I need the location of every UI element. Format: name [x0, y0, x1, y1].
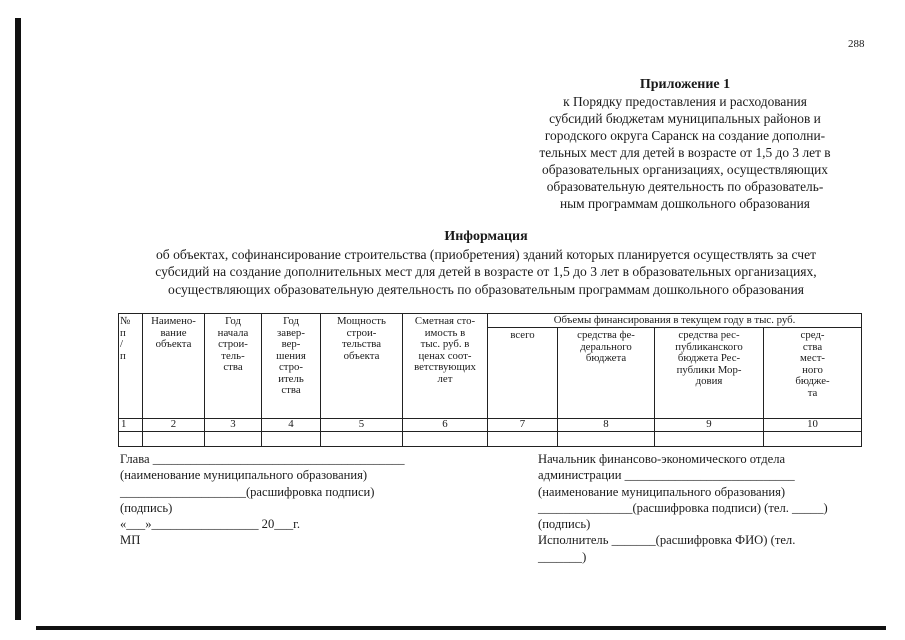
appendix-line: к Порядку предоставления и расходования [563, 94, 807, 109]
info-heading: Информация [444, 229, 528, 244]
signature-line: «___»_________________ 20___г. [120, 517, 301, 532]
page-number: 288 [848, 38, 865, 50]
column-number-cell: 3 [205, 419, 262, 432]
table-cell [488, 432, 558, 447]
scan-edge-left [15, 18, 21, 620]
column-number-cell: 8 [558, 419, 655, 432]
appendix-line: ным программам дошкольного образования [560, 196, 810, 211]
info-line: об объектах, софинансирование строительства (приобретения) зданий которых планируется осуществлять за счет [155, 246, 817, 262]
signature-line: (подпись) [120, 500, 173, 515]
table-cell [205, 432, 262, 447]
table-row [119, 432, 862, 447]
appendix-block [520, 76, 850, 212]
column-number-cell: 9 [655, 419, 764, 432]
header-cell-financing-group: Объемы финансирования в текущем году в тыс. руб. [488, 314, 862, 328]
appendix-line: субсидий бюджетам муниципальных районов и [549, 111, 821, 126]
column-number-cell: 5 [321, 419, 403, 432]
appendix-line: городского округа Саранск на создание дополни- [544, 128, 826, 143]
signature-line: Начальник финансово-экономического отдела [538, 452, 786, 466]
appendix-line: тельных мест для детей в возрасте от 1,5 до 3 лет в [539, 145, 831, 160]
signature-line: (подпись) [538, 517, 591, 532]
table-cell [119, 432, 143, 447]
info-block [110, 228, 862, 298]
appendix-line: образовательную деятельность по образователь- [546, 179, 824, 194]
info-line: осуществляющих образовательную деятельность по образовательным программам дошкольного образования [168, 281, 804, 297]
column-number-cell: 4 [262, 419, 321, 432]
column-number-cell: 7 [488, 419, 558, 432]
signature-line: _______) [538, 549, 587, 564]
header-cell-object-name: Наимено- вание объекта [143, 314, 205, 419]
header-cell-number: № п / п [119, 314, 143, 419]
column-number-row [119, 419, 862, 432]
signature-line: администрации ___________________________ [538, 468, 795, 483]
table-cell [655, 432, 764, 447]
header-cell-republic-budget: средства рес- публиканского бюджета Рес- публики Мор- довия [655, 328, 764, 419]
signature-line: _______________(расшифровка подписи) (тел. _____) [538, 500, 828, 515]
column-number-cell: 2 [143, 419, 205, 432]
table-cell [558, 432, 655, 447]
signature-line: Глава ________________________________________ [120, 452, 405, 466]
info-line: субсидий на создание дополнительных мест для детей в возрасте от 1,5 до 3 лет в образовательных организациях, [155, 264, 817, 279]
header-cell-local-budget: сред- ства мест- ного бюдже- та [764, 328, 862, 419]
header-cell-capacity: Мощность строи- тельства объекта [321, 314, 403, 419]
appendix-line: образовательных организациях, осуществляющих [542, 162, 828, 177]
table-header-row [119, 314, 862, 328]
table-cell [262, 432, 321, 447]
financing-table [118, 313, 862, 447]
table-cell [143, 432, 205, 447]
column-number-cell: 6 [403, 419, 488, 432]
signature-line: ____________________(расшифровка подписи) [120, 484, 375, 499]
header-cell-federal-budget: средства фе- дерального бюджета [558, 328, 655, 419]
signature-block-head [120, 451, 420, 549]
table-cell [764, 432, 862, 447]
signature-line: (наименование муниципального образования) [538, 484, 786, 499]
header-cell-total: всего [488, 328, 558, 419]
header-cell-end-year: Год завер- вер- шения стро- итель ства [262, 314, 321, 419]
appendix-heading: Приложение 1 [639, 77, 731, 92]
signature-line: МП [120, 533, 141, 548]
column-number-cell: 1 [119, 419, 143, 432]
table-cell [403, 432, 488, 447]
signature-line: (наименование муниципального образования) [120, 468, 368, 483]
column-number-cell: 10 [764, 419, 862, 432]
table-cell [321, 432, 403, 447]
header-cell-start-year: Год начала строи- тель- ства [205, 314, 262, 419]
header-cell-estimated-cost: Сметная сто- имость в тыс. руб. в ценах соот- ветствующих лет [403, 314, 488, 419]
signature-line: Исполнитель _______(расшифровка ФИО) (тел. [538, 533, 796, 548]
scan-edge-bottom [36, 626, 886, 630]
signature-block-finance [538, 451, 838, 565]
